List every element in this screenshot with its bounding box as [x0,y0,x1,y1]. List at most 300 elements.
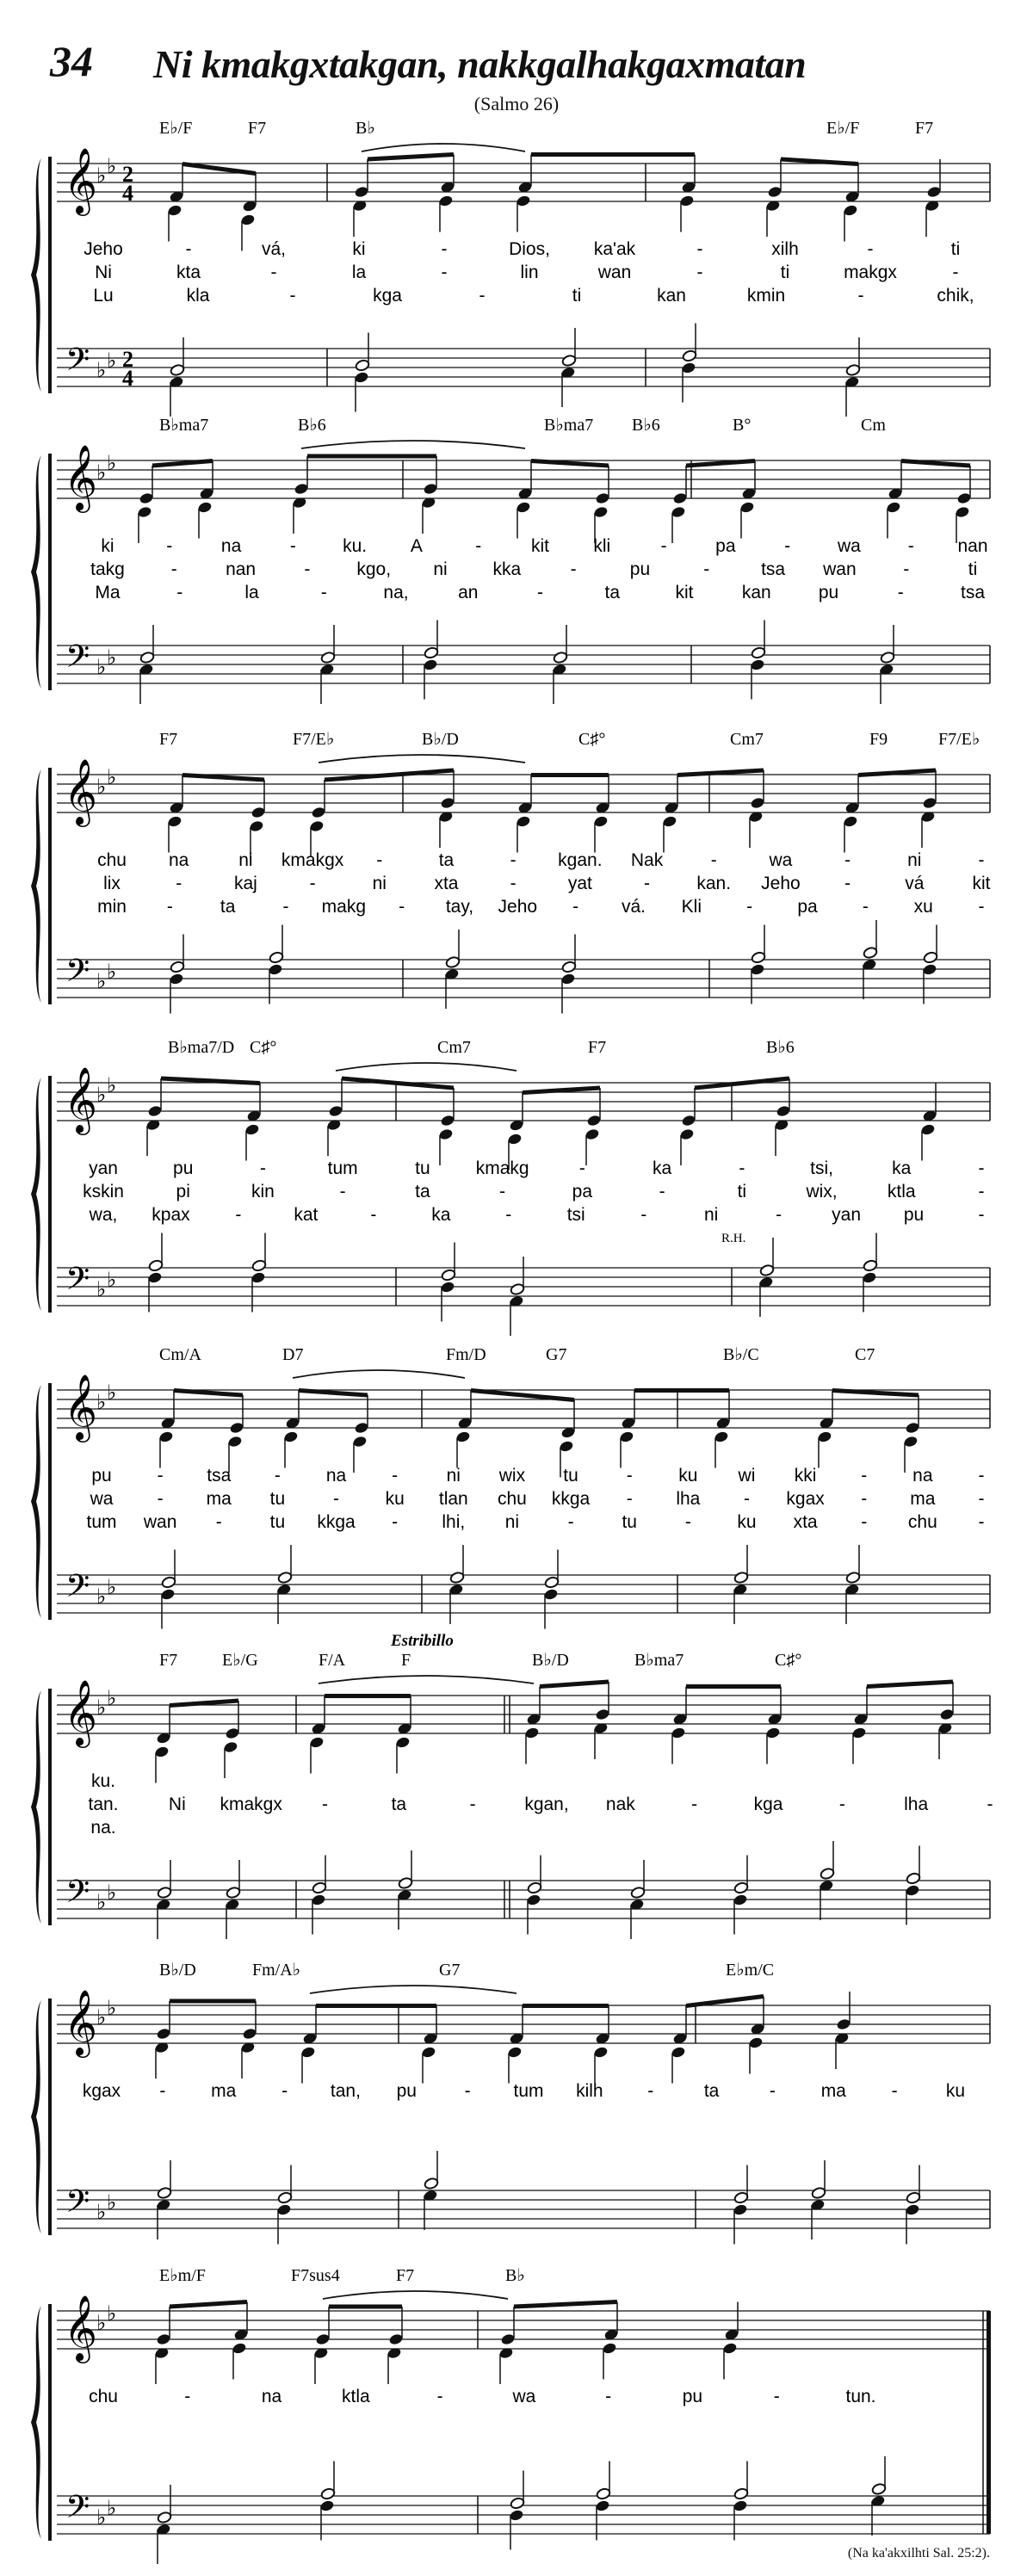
lyric-syllable: ma [820,2081,846,2101]
lyric-syllable: la [244,583,259,602]
lyric-syllable: ktla [887,1182,916,1202]
beam [531,461,609,466]
chord-symbol: E♭/G [222,1651,258,1670]
tenor-note [269,951,284,964]
melody-note [388,2332,404,2345]
alto-note [309,819,325,832]
chord-symbol: B♭ma7/D [168,1038,235,1057]
lyric-syllable: ma [211,2081,237,2101]
lyric-syllable: - [235,1205,242,1225]
bass-clef-icon: 𝄢 [65,1262,90,1304]
chord-symbol: Fm/D [446,1345,486,1364]
lyric-syllable: pi [176,1182,190,1202]
lyric-syllable: ti [780,263,790,282]
tenor-note [148,1259,164,1272]
lyric-syllable: - [170,559,177,579]
lyric-syllable: - [578,1158,585,1178]
lyric-syllable: Dios, [509,239,550,259]
chord-symbol: E♭/F [159,119,193,138]
alto-note [507,2046,523,2059]
chord-symbol: B♭/D [422,730,459,749]
tenor-note [441,1269,456,1282]
system-bracket [48,1689,52,1925]
tenor-note [820,1867,835,1880]
alto-note [748,2036,764,2049]
lyric-syllable: Jeho [498,897,538,917]
lyric-syllable: tsi [566,1205,585,1225]
alto-note [817,1430,832,1443]
lyric-syllable: wi [738,1466,756,1486]
lyric-syllable: - [644,874,651,893]
flat-icon: ♭ [107,647,117,670]
lyric-syllable: - [184,2387,191,2406]
chord-symbol: Cm/A [159,1345,201,1364]
tenor-note [923,951,938,964]
lyric-syllable: kskin [83,1182,124,1202]
flat-icon: ♭ [107,767,117,789]
lyric-syllable: ni [703,1205,719,1225]
lyric-syllable: ka [652,1158,672,1178]
bass-note [862,1271,877,1284]
lyric-syllable: - [978,1205,985,1225]
alto-note [903,1435,919,1448]
tenor-note [880,651,895,664]
melody-note [354,185,369,198]
lyric-syllable: - [499,1182,506,1202]
bass-note [169,973,184,985]
bass-clef-icon: 𝄢 [65,2184,90,2227]
flat-icon: ♭ [107,961,117,984]
lyric-syllable: kan [657,286,686,306]
lyric-syllable: - [157,1466,164,1486]
lyric-syllable: tan. [88,1795,119,1814]
lyric-syllable: kan [741,583,771,602]
lyric-syllable: xta [434,874,459,893]
lyric-syllable: kilh [576,2081,603,2101]
beam [867,1682,953,1687]
tenor-note [871,2482,887,2495]
tenor-note [630,1886,646,1899]
system-bracket [48,1383,52,1620]
system-bracket [48,1998,52,2235]
lyric-syllable: - [464,2081,471,2101]
melody-note [156,2332,171,2345]
lyric-syllable: ta [438,850,455,870]
treble-clef-icon: 𝄞 [64,761,98,824]
tenor-note [445,955,461,968]
chord-symbol: E♭m/F [159,2266,206,2285]
slur [301,441,525,448]
lyric-syllable: pa [572,1182,593,1202]
bass-note [733,1893,748,1906]
chord-symbol: B♭6 [766,1038,795,1057]
system-bracket [48,1076,52,1313]
tenor-note [157,1886,172,1899]
flat-icon: ♭ [96,2313,107,2335]
lyric-syllable: ta [220,897,236,917]
lyric-syllable: - [537,583,543,602]
lyric-syllable: kta [176,263,201,282]
melody-note [328,1104,343,1117]
alto-note [886,501,901,514]
lyric-syllable: - [769,2081,776,2101]
bass-note [160,1588,176,1601]
lyric-syllable: kmin [746,286,786,306]
lyric-syllable: pu [629,559,651,579]
alto-note [167,204,182,217]
alto-note [137,505,152,518]
melody-note [681,1114,696,1127]
chord-symbol: F7 [159,730,178,749]
lyric-syllable: ni [433,559,448,579]
alto-note [154,1745,170,1758]
bass-note [276,2203,292,2216]
bass-note [440,1281,455,1294]
lyric-syllable: lin [520,263,539,282]
lyric-syllable: ka [892,1158,912,1178]
flat-icon: ♭ [96,776,107,799]
tenor-note [845,363,861,376]
tenor-note [561,354,577,367]
lyric-syllable: lha [904,1795,929,1814]
alto-note [559,1440,574,1453]
flat-icon: ♭ [107,1998,117,2020]
bass-note [905,1884,920,1897]
melody-note [926,185,942,198]
lyric-syllable: tsa [960,583,986,602]
brace-icon [31,158,41,392]
flat-icon: ♭ [107,1269,117,1292]
bass-note [905,2203,920,2216]
chord-symbol: E♭m/C [726,1961,775,1980]
chord-symbol: E♭/F [826,119,860,138]
flat-icon: ♭ [107,350,117,373]
alto-note [843,815,858,828]
tenor-note [510,1282,525,1295]
lyric-syllable: Jeho [761,874,801,893]
beam [152,461,213,466]
melody-note [922,796,937,809]
lyric-syllable: tsi, [810,1158,833,1178]
melody-note [294,482,309,495]
lyric-syllable: - [978,1512,985,1532]
lyric-syllable: - [259,1158,266,1178]
melody-note [956,491,972,504]
hymn-number: 34 [50,37,93,85]
lyric-syllable: ni [372,874,387,893]
flat-icon: ♭ [96,360,107,382]
lyric-syllable: - [703,559,710,579]
lyric-syllable: - [640,1205,647,1225]
alto-note [920,1123,936,1136]
lyric-syllable: wa [512,2387,536,2406]
lyric-syllable: - [322,1795,328,1814]
lyric-syllable: yan [89,1158,118,1178]
flat-icon: ♭ [96,657,107,679]
lyric-syllable: ku [678,1466,698,1486]
chord-symbol: B♭ [505,2266,525,2285]
treble-clef-icon: 𝄞 [64,1069,98,1132]
lyric-syllable: kmakg [475,1158,529,1178]
lyric-syllable: kki [794,1466,817,1486]
lyric-syllable: wix, [806,1182,838,1202]
lyric-syllable: ktla [341,2387,370,2406]
alto-note [671,1727,686,1739]
lyric-syllable: ku. [343,536,368,556]
tenor-note [157,2511,172,2523]
lyric-syllable: wan [823,559,857,579]
alto-note [585,1127,600,1140]
lyric-syllable: - [510,850,516,870]
alto-note [227,1435,243,1448]
lyric-syllable: - [626,1466,633,1486]
flat-icon: ♭ [107,1688,117,1710]
lyric-syllable: - [696,263,703,282]
lyric-syllable: ka'ak [593,239,636,259]
tenor-note [863,1259,878,1272]
flat-icon: ♭ [107,1382,117,1405]
alto-note [300,2046,316,2059]
alto-note [395,1736,411,1749]
bass-note [543,1588,559,1601]
lyric-syllable: kpax [152,1205,190,1225]
melody-note [440,1114,455,1127]
lyric-syllable: - [392,1466,399,1486]
lyric-syllable: ku [945,2081,966,2101]
lyric-syllable: xilh [771,239,799,259]
right-hand-marking: R.H. [721,1232,746,1245]
lyric-syllable: yan [832,1205,862,1225]
lyric-syllable: ni [907,850,922,870]
melody-note [939,1708,955,1720]
tenor-note [596,2487,611,2500]
tenor-note [811,2186,826,2199]
alto-note [714,1430,729,1443]
system-bracket [48,768,52,1004]
alto-note [516,501,531,514]
tenor-note [863,946,878,959]
lyric-syllable: - [176,583,183,602]
melody-note [500,2332,516,2345]
tenor-note [733,1571,749,1584]
lyric-syllable: ma [910,1489,936,1509]
lyric-syllable: ta [703,2081,720,2101]
lyric-syllable: kan. [696,874,732,893]
tenor-note [906,1872,921,1885]
lyric-syllable: - [776,1205,782,1225]
lyric-syllable: la [351,263,367,282]
bass-note [509,2509,524,2522]
lyric-syllable: - [626,1489,633,1509]
tenor-note [553,651,568,664]
lyric-syllable: tum [86,1512,117,1532]
tenor-note [157,2186,172,2199]
lyric-syllable: - [844,874,851,893]
lyric-syllable: ki [352,239,366,259]
lyric-syllable: kka [492,559,522,579]
lyric-syllable: - [647,2081,654,2101]
brace-icon [31,769,41,1003]
melody-note [156,2027,171,2040]
tenor-note [733,2487,749,2500]
time-signature-top: 2 [122,162,133,187]
alto-note [602,2342,617,2355]
lyric-syllable: - [907,536,914,556]
alto-note [516,195,531,207]
tenor-note [424,646,439,659]
lyric-syllable: - [743,1489,750,1509]
melody-note [750,796,765,809]
lyric-syllable: - [691,1795,698,1814]
lyric-syllable: ma [206,1489,232,1509]
lyric-syllable: tu [622,1512,637,1532]
system-bracket [48,454,52,690]
lyric-syllable: wa [837,536,861,556]
lyric-syllable: - [282,897,289,917]
lyric-syllable: - [891,2081,898,2101]
lyric-syllable: ku [737,1512,757,1532]
bass-note [147,1271,163,1284]
lyric-syllable: - [660,536,667,556]
lyric-syllable: - [333,1489,340,1509]
lyric-syllable: - [392,1512,399,1532]
lyric-syllable: Kli [681,897,702,917]
system-bracket [48,157,52,393]
alto-note [244,1123,260,1136]
lyric-syllable: - [987,1795,993,1814]
hymn-subtitle: (Salmo 26) [473,93,560,114]
bass-note [311,1893,326,1906]
lyric-syllable: - [281,2081,288,2101]
alto-note [455,1430,471,1443]
lyric-syllable: - [339,1182,346,1202]
chord-symbol: B♭6 [298,416,326,435]
chord-symbol: F7sus4 [291,2266,340,2285]
lyric-syllable: - [166,536,173,556]
bass-note [319,2499,335,2512]
lyric-syllable: pu [903,1205,925,1225]
lyric-syllable: - [861,1512,868,1532]
chord-symbol: F7/E♭ [293,730,335,749]
lyric-syllable: wa [90,1489,114,1509]
lyric-syllable: - [710,850,717,870]
lyric-syllable: kgax [82,2081,121,2101]
treble-clef-icon: 𝄞 [64,447,98,510]
lyric-syllable: - [469,1795,476,1814]
lyric-syllable: tu [269,1512,286,1532]
alto-note [593,815,609,828]
lyric-syllable: - [978,897,985,917]
beam [686,1997,764,2006]
tenor-note [845,1571,861,1584]
lyric-syllable: - [270,263,277,282]
lyric-syllable: tu [563,1466,578,1486]
bass-clef-icon: 𝄢 [65,1569,90,1611]
melody-note [767,185,782,198]
lyric-syllable: kga [373,286,402,306]
lyric-syllable: kin [251,1182,275,1202]
lyric-syllable: tum [513,2081,544,2101]
lyric-syllable: xu [913,897,933,917]
alto-note [619,1430,634,1443]
bass-note [423,658,438,671]
tenor-note [751,646,766,659]
brace-icon [31,455,41,689]
lyric-syllable: - [441,239,448,259]
lyric-syllable: - [510,874,516,893]
lyric-syllable: makg [321,897,367,917]
melody-note [672,491,688,504]
bass-note [922,963,937,976]
lyric-syllable: - [157,1489,164,1509]
slur [310,1986,516,1993]
alto-note [309,1736,325,1749]
alto-note [662,815,677,828]
tenor-note [751,951,766,964]
brace-icon [31,2000,41,2233]
chord-symbol: B♭ma7 [634,1651,684,1670]
tenor-note [312,1881,327,1894]
lyric-syllable: ta [391,1795,407,1814]
lyric-syllable: - [399,897,405,917]
lyric-syllable: na [325,1466,347,1486]
alto-note [158,1430,174,1443]
chord-symbol: Cm [861,416,886,435]
lyric-syllable: - [861,1466,868,1486]
lyric-syllable: tum [327,1158,358,1178]
time-signature-bottom: 4 [122,181,133,206]
final-barline [987,2311,991,2534]
lyric-syllable: takg [90,559,125,579]
flat-icon: ♭ [96,1279,107,1301]
tenor-note [449,1571,465,1584]
lyric-syllable: - [370,1205,377,1225]
lyric-syllable: makgx [844,263,897,282]
lyric-syllable: - [185,239,192,259]
melody-note [229,1421,244,1434]
chord-symbol: B♭/D [159,1961,196,1980]
lyric-syllable: kgan, [524,1795,569,1814]
lyric-syllable: - [274,1466,281,1486]
tenor-note [561,961,577,973]
lyric-syllable: - [505,1205,512,1225]
tenor-note [424,2177,439,2190]
lyric-syllable: - [567,1512,574,1532]
alto-note [438,1127,454,1140]
lyric-syllable: ku. [90,1771,116,1791]
lyric-syllable: Ni [168,1795,186,1814]
alto-note [197,501,213,514]
flat-icon: ♭ [96,462,107,485]
alto-note [240,213,256,226]
lyric-syllable: tsa [207,1466,232,1486]
lyric-syllable: - [684,1512,691,1532]
beam [471,1391,574,1400]
lyric-syllable: - [861,1489,868,1509]
lyric-syllable: - [376,850,383,870]
lyric-syllable: - [952,263,959,282]
lyric-syllable: - [838,1795,845,1814]
alto-note [671,2046,686,2059]
lyric-syllable: - [659,1182,665,1202]
lyric-syllable: na [169,850,189,870]
chord-symbol: B♭ma7 [544,416,594,435]
bass-note [560,973,576,985]
bass-clef-icon: 𝄢 [65,954,90,996]
lyric-syllable: - [978,1158,985,1178]
flat-icon: ♭ [96,1697,107,1720]
lyric-syllable: - [304,559,311,579]
